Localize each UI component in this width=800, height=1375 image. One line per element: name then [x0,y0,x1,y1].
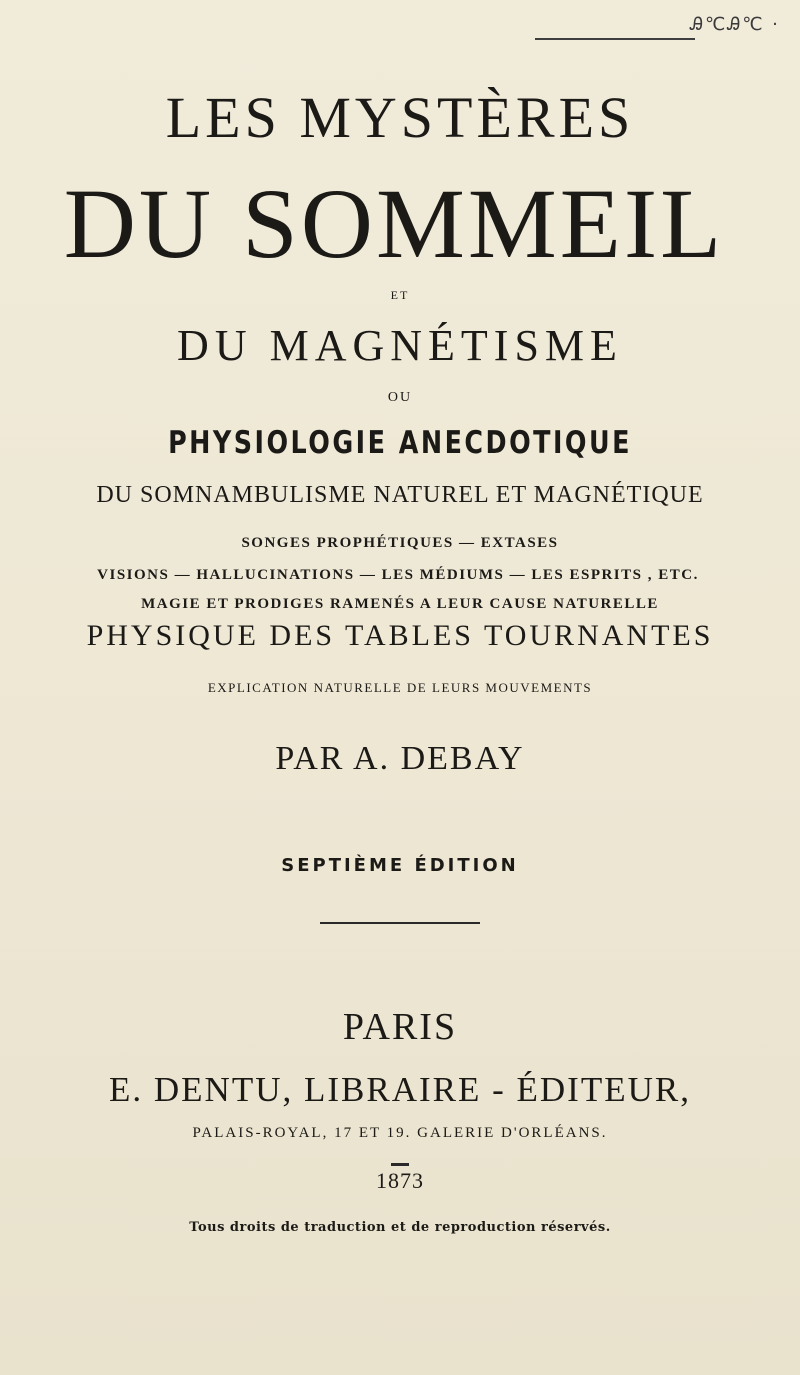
author: PAR A. DEBAY [275,740,525,777]
divider-rule [320,922,480,924]
connector-ou: OU [387,390,413,405]
title-line-1: LES MYSTÈRES [165,85,635,150]
year-dash [391,1163,409,1166]
subtitle-somnambulisme: DU SOMNAMBULISME NATUREL ET MAGNÉTIQUE [96,482,704,508]
shelf-mark-underline [535,38,695,40]
connector-et: ET [390,288,410,302]
tables-heading: PHYSIQUE DES TABLES TOURNANTES [86,619,714,652]
imprint-year: 1873 [376,1168,424,1193]
rights-notice: Tous droits de traduction et de reproduction réservés. [189,1220,611,1235]
imprint-publisher: E. DENTU, LIBRAIRE - ÉDITEUR, [109,1070,691,1109]
subjects-line-1: SONGES PROPHÉTIQUES — EXTASES [241,535,559,551]
shelf-mark: Ꭿ℃Ꭿ℃ · [690,14,780,35]
imprint-address: PALAIS-ROYAL, 17 ET 19. GALERIE D'ORLÉANS. [192,1125,608,1141]
imprint-city: PARIS [342,1006,458,1048]
edition: SEPTIÈME ÉDITION [281,855,519,876]
subjects-line-2: VISIONS — HALLUCINATIONS — LES MÉDIUMS — LES ESPRITS , ETC. [97,567,699,583]
title-line-2: DU SOMMEIL [63,168,725,279]
tables-subheading: EXPLICATION NATURELLE DE LEURS MOUVEMENTS [207,680,593,695]
title-line-3: DU MAGNÉTISME [177,321,623,370]
subjects-line-3: MAGIE ET PRODIGES RAMENÉS A LEUR CAUSE NATURELLE [141,596,659,612]
subtitle-physiologie: PHYSIOLOGIE ANECDOTIQUE [168,425,632,461]
